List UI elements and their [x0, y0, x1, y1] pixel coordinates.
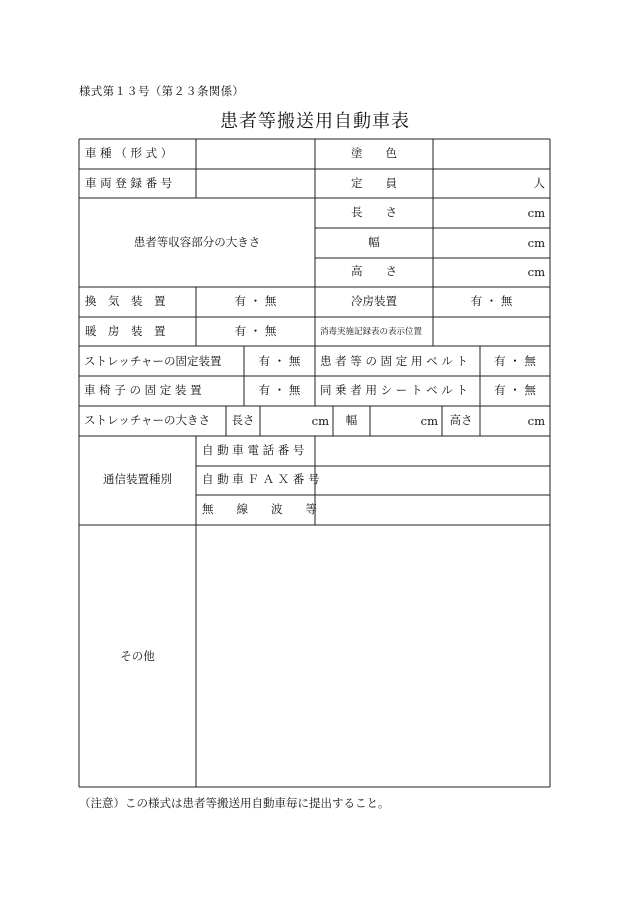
passenger-seatbelt-label: 同 乗 者 用 シ ー ト ベ ル ト	[320, 383, 468, 397]
vehicle-type-label: 車 種 （ 形 式 ）	[85, 146, 173, 160]
compartment-length-label: 長 さ	[351, 205, 397, 219]
cooling-value: 有 ・ 無	[470, 294, 513, 308]
stretcher-height-label: 高さ	[449, 413, 473, 427]
stretcher-length-unit: cm	[311, 414, 329, 428]
compartment-height-label: 高 さ	[351, 264, 397, 278]
stretcher-width-unit: cm	[420, 414, 438, 428]
compartment-height-unit: cm	[527, 265, 545, 279]
compartment-length-unit: cm	[527, 206, 545, 220]
capacity-unit: 人	[533, 176, 545, 190]
patient-belt-label: 患 者 等 の 固 定 用 ベ ル ト	[320, 354, 468, 368]
compartment-width-unit: cm	[527, 236, 545, 250]
disinfection-record-label: 消毒実施記録表の表示位置	[320, 327, 423, 337]
compartment-size-label: 患者等収容部分の大きさ	[133, 235, 261, 249]
compartment-width-label: 幅	[368, 235, 380, 249]
cooling-label: 冷房装置	[351, 294, 397, 308]
document-title: 患者等搬送用自動車表	[220, 111, 410, 132]
ventilation-value: 有 ・ 無	[234, 294, 277, 308]
car-fax-label: 自 動 車 Ｆ Ａ Ｘ 番 号	[202, 472, 320, 486]
ventilation-label: 換 気 装 置	[85, 294, 166, 308]
heating-label: 暖 房 装 置	[85, 324, 166, 338]
wheelchair-fixture-label: 車 椅 子 の 固 定 装 置	[84, 383, 202, 397]
car-phone-label: 自 動 車 電 話 番 号	[202, 443, 305, 457]
capacity-label: 定 員	[351, 176, 397, 190]
radio-wave-label: 無 線 波 等	[202, 502, 317, 516]
wheelchair-fixture-value: 有 ・ 無	[258, 383, 301, 397]
stretcher-height-unit: cm	[527, 414, 545, 428]
registration-number-label: 車 両 登 録 番 号	[85, 176, 173, 190]
patient-belt-value: 有 ・ 無	[494, 354, 536, 368]
passenger-seatbelt-value: 有 ・ 無	[494, 383, 536, 397]
stretcher-length-label: 長さ	[231, 413, 255, 427]
heating-value: 有 ・ 無	[234, 324, 277, 338]
paint-color-label: 塗 色	[351, 146, 397, 160]
stretcher-fixture-value: 有 ・ 無	[258, 354, 301, 368]
footer-note: （注意）この様式は患者等搬送用自動車毎に提出すること。	[79, 796, 390, 810]
stretcher-width-label: 幅	[345, 413, 358, 427]
stretcher-fixture-label: ストレッチャーの固定装置	[84, 354, 222, 368]
communication-type-label: 通信装置種別	[103, 472, 172, 486]
stretcher-size-label: ストレッチャーの大きさ	[84, 413, 211, 427]
form-number: 様式第１３号（第２３条関係）	[79, 84, 245, 98]
other-label: その他	[120, 649, 155, 663]
